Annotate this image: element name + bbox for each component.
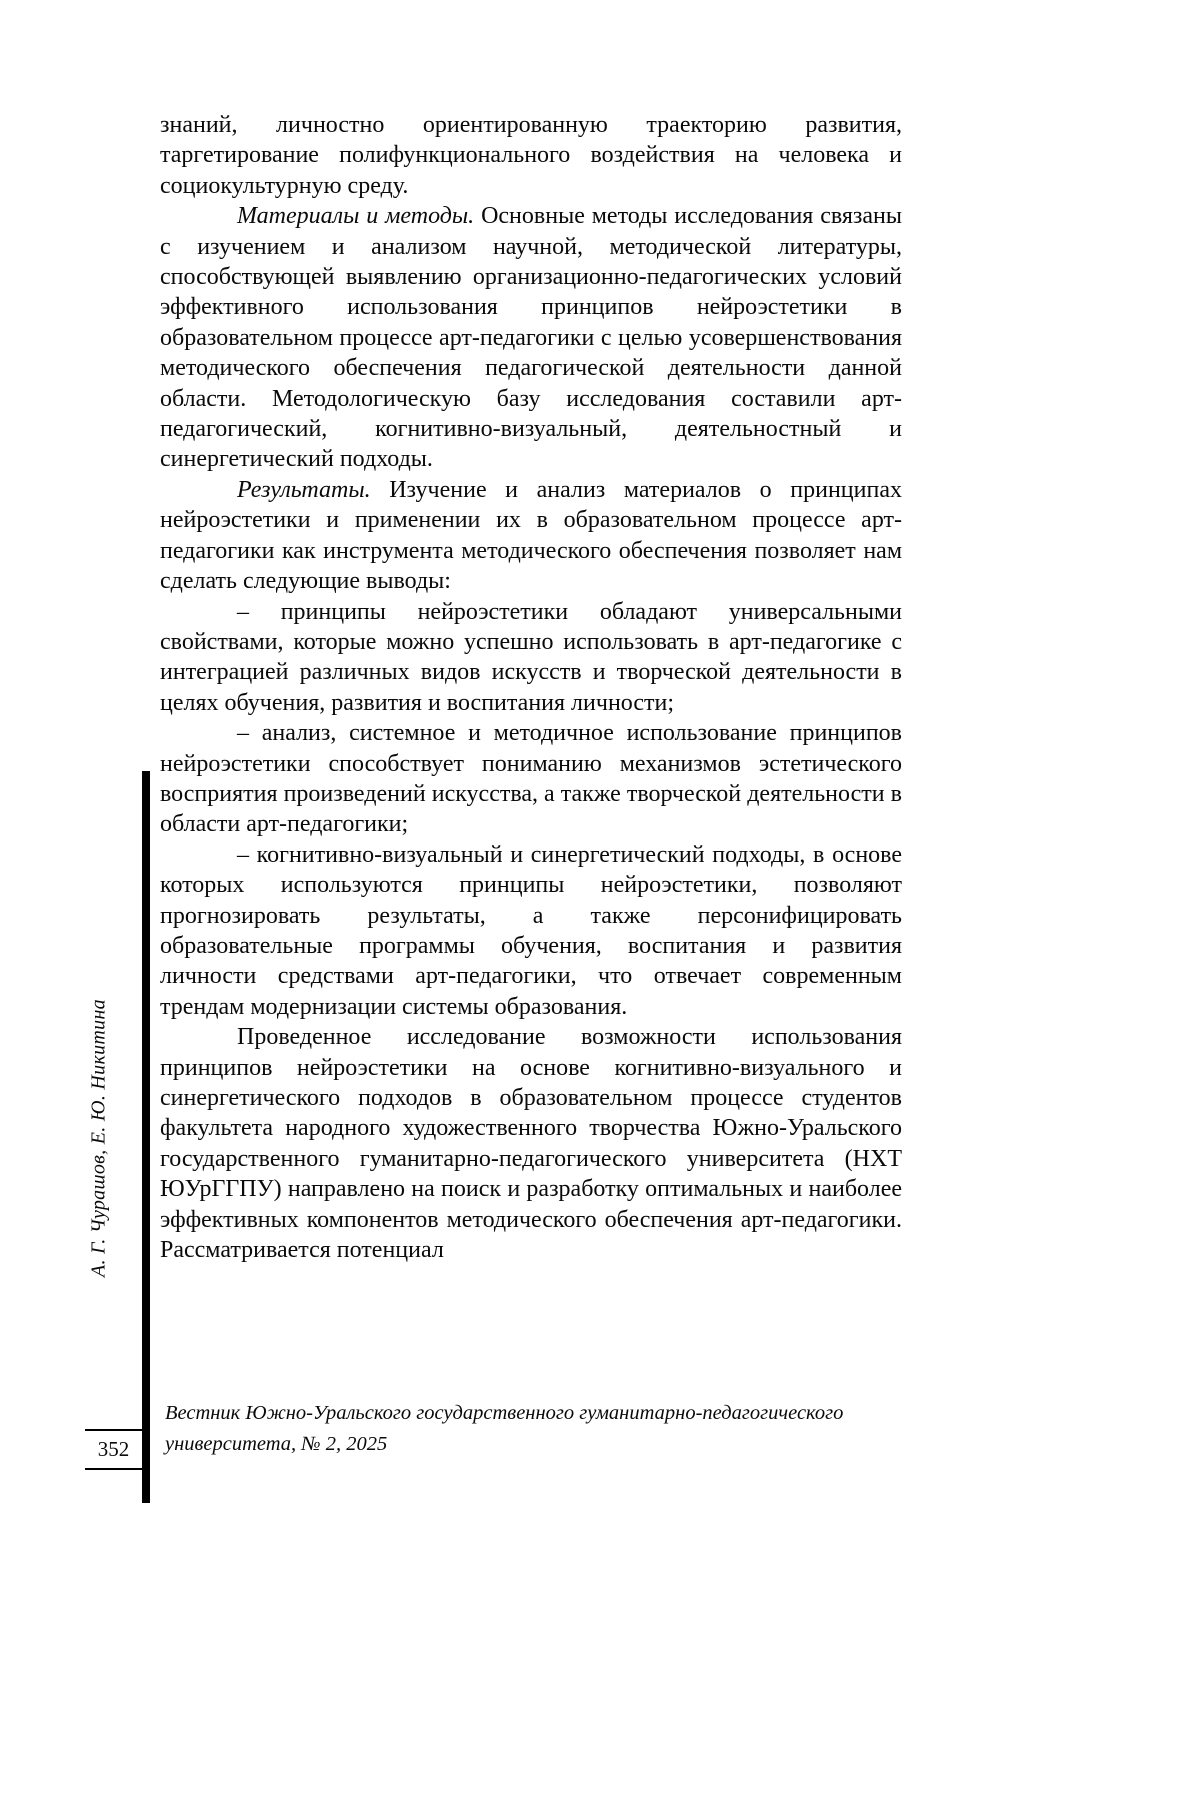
paragraph — [160, 475, 902, 597]
page-number: 352 — [85, 1429, 142, 1470]
paragraph-lead-italic: Результаты. — [237, 476, 371, 503]
paragraph-text: Основные методы исследования связаны с изучением и анализом научной, методической литературы, способствующей выявлению организационно-педагогических условий эффективного использования принципов нейроэстетики в образовательном процессе арт-педагогики с целью усовершенствования методического обеспечения педагогической деятельности данной области. Методологическую базу исследования составили арт-педагогический, когнитивно-визуальный, деятельностный и синергетический подходы. — [160, 203, 903, 473]
left-vertical-rule — [142, 771, 150, 1503]
paragraph-text: Изучение и анализ материалов о принципах нейроэстетики и применении их в образовательном процессе арт-педагогики как инструмента методического обеспечения позволяет нам сделать следующие выводы: — [160, 476, 902, 595]
paragraph-text: знаний, личностно ориентированную траекторию развития, таргетирование полифункционального воздействия на человека и социокультурную среду. — [160, 112, 902, 199]
paragraph — [160, 201, 902, 475]
paragraph — [160, 840, 902, 1022]
paragraph-lead-italic: Материалы и методы. — [237, 203, 475, 230]
paragraph — [160, 597, 902, 719]
sidebar-authors: А. Г. Чурашов, Е. Ю. Никитина — [87, 999, 110, 1277]
article-body — [160, 110, 902, 1265]
paragraph — [160, 1022, 902, 1265]
journal-footer: Вестник Южно-Уральского государственного гуманитарно-педагогического университета, № 2, 2025 — [165, 1402, 844, 1455]
paragraph — [160, 718, 902, 840]
paragraph — [160, 110, 902, 201]
paragraph-text: – принципы нейроэстетики обладают универсальными свойствами, которые можно успешно использовать в арт-педагогике с интеграцией различных видов искусств и творческой деятельности в целях обучения, развития и воспитания личности; — [160, 598, 902, 716]
paragraph-text: – когнитивно-визуальный и синергетический подходы, в основе которых используются принципы нейроэстетики, позволяют прогнозировать результаты, а также персонифицировать образовательные программы обучения, воспитания и развития личности средствами арт-педагогики, что отвечает современным трендам модернизации системы образования. — [160, 841, 902, 1020]
paragraph-text: Проведенное исследование возможности использования принципов нейроэстетики на основе когнитивно-визуального и синергетического подходов в образовательном процессе студентов факультета народного художественного творчества Южно-Уральского государственного гуманитарно-педагогического университета (НХТ ЮУрГГПУ) направлено на поиск и разработку оптимальных и наиболее эффективных компонентов методического обеспечения арт-педагогики. Рассматривается потенциал — [160, 1024, 902, 1264]
paragraph-text: – анализ, системное и методичное использование принципов нейроэстетики способствует пониманию механизмов эстетического восприятия произведений искусства, а также творческой деятельности в области арт-педагогики; — [160, 720, 902, 838]
